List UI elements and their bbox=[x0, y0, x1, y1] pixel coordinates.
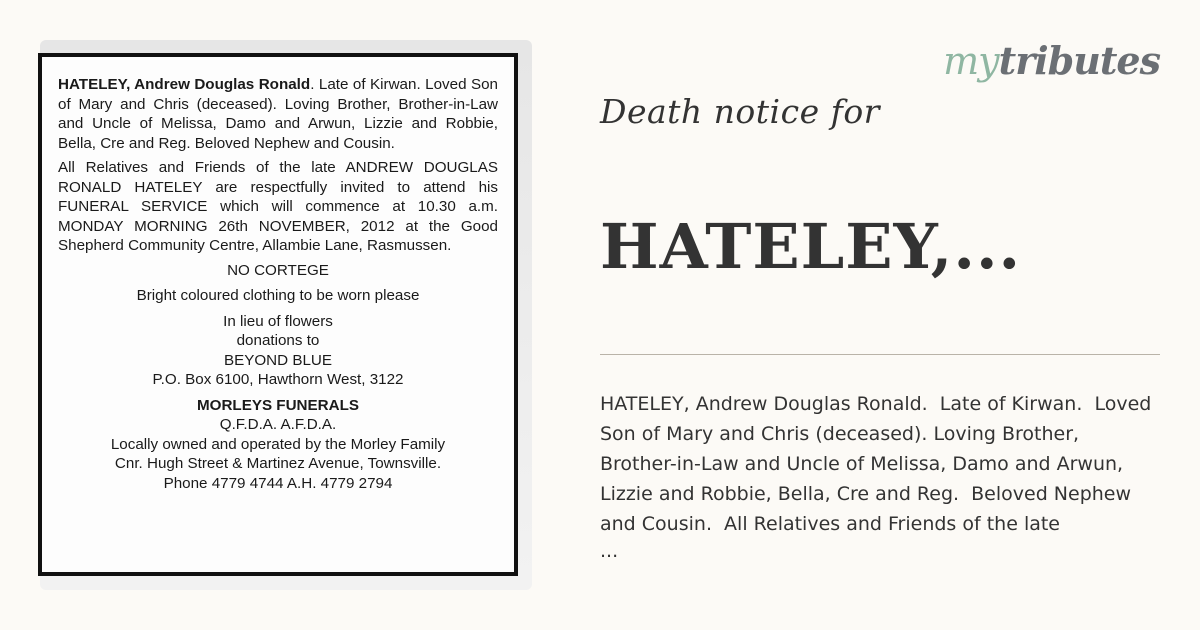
notice-no-cortege: NO CORTEGE bbox=[227, 261, 329, 279]
notice-lieu-line-2: donations to bbox=[236, 332, 320, 349]
notice-address: Cnr. Hugh Street & Martinez Avenue, Townsville. bbox=[114, 455, 442, 472]
death-notice-clipping bbox=[38, 53, 518, 576]
notice-owned: Locally owned and operated by the Morley Family bbox=[110, 435, 446, 453]
excerpt-ellipsis: ... bbox=[600, 540, 619, 562]
divider bbox=[600, 354, 1160, 355]
notice-lead-rest: . Late of Kirwan. Loved Son of Mary and Chris (deceased). Loving Brother, Brother-in-Law and Uncle of Melissa, Damo and Arwun, Lizzie and Robbie, Bella, Cre and Reg. Beloved Nephew and Cousin. bbox=[58, 76, 498, 152]
notice-lieu-line-3: BEYOND BLUE bbox=[223, 351, 333, 369]
logo-my: my bbox=[943, 39, 999, 83]
notice-funeral-home: MORLEYS FUNERALS bbox=[196, 396, 359, 414]
notice-qfda: Q.F.D.A. A.F.D.A. bbox=[219, 416, 337, 433]
notice-excerpt: HATELEY, Andrew Douglas Ronald. Late of Kirwan. Loved Son of Mary and Chris (deceased). Loving Brother, Brother-in-Law and Uncle of Melissa, Damo and Arwun, Lizzie and Robbie, Bella, Cre and Reg. Beloved Nephew and Cousin. All Relatives and Friends of the late bbox=[600, 393, 1152, 535]
notice-lead-name: HATELEY, Andrew Douglas Ronald bbox=[58, 76, 311, 93]
notice-paragraph-1 bbox=[58, 75, 498, 153]
deceased-name: HATELEY,... bbox=[600, 210, 1022, 283]
mytributes-logo[interactable] bbox=[943, 38, 1160, 83]
page-subtitle: Death notice for bbox=[600, 92, 880, 131]
notice-lieu-line-4: P.O. Box 6100, Hawthorn West, 3122 bbox=[152, 371, 404, 388]
notice-clothing: Bright coloured clothing to be worn please bbox=[136, 287, 420, 304]
notice-phone: Phone 4779 4744 A.H. 4779 2794 bbox=[163, 474, 393, 492]
notice-lieu-line-1: In lieu of flowers bbox=[223, 312, 333, 330]
notice-paragraph-2: All Relatives and Friends of the late ANDREW DOUGLAS RONALD HATELEY are respectfully invited to attend his FUNERAL SERVICE which will commence at 10.30 a.m. MONDAY MORNING 26th NOVEMBER, 2012 at the Good Shepherd Community Centre, Allambie Lane, Rasmussen. bbox=[58, 159, 498, 254]
logo-tributes: tributes bbox=[998, 38, 1160, 83]
